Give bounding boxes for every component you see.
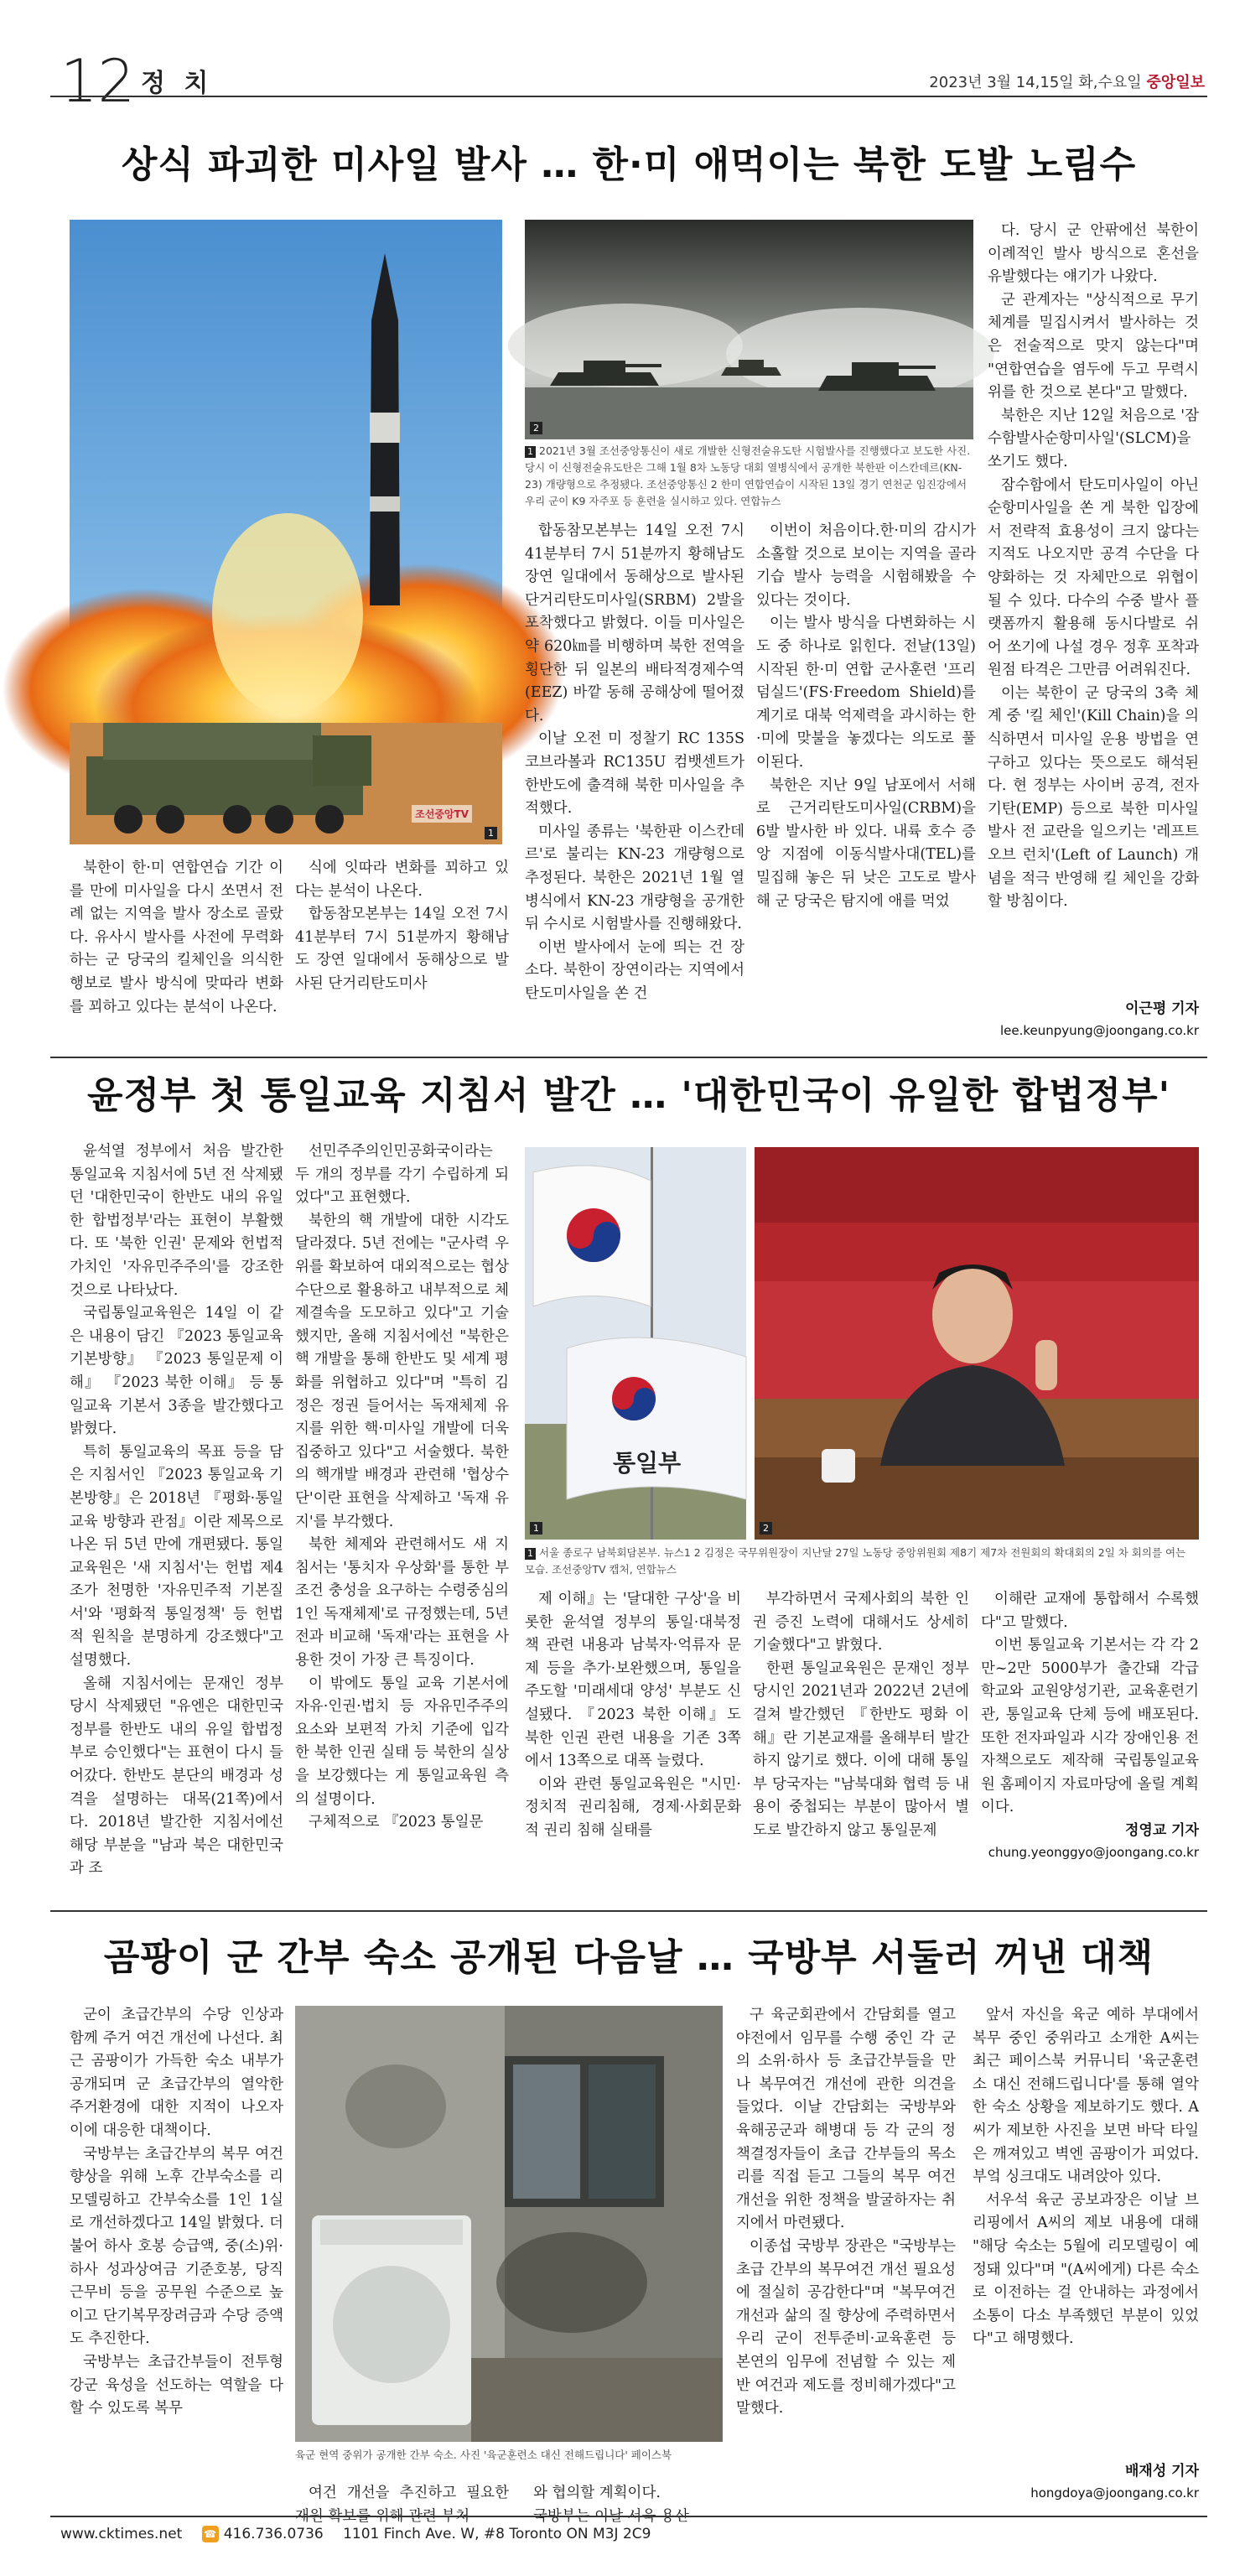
unif-col-5: 이해란 교재에 통합해서 수록했다"고 말했다. 이번 통일교육 기본서는 각 각 2만~2만 5000부가 출간돼 각급 학교와 교원양성기관, 교육훈련기관, 통일교육 단체 등에 배포된다. 또한 전자파일과 시각 장애인용 전자책으로도 제작해 국립통일교육원 홈페이지 자료마당에 올릴 계획이다. [981,1591,1199,1816]
missile-launch-photo [70,220,502,844]
tank-drill-photo [525,220,973,439]
kim-meeting-photo [755,1147,1199,1540]
missile-col-2-tail: 식에 잇따라 변화를 꾀하고 있다는 분석이 나온다. 합동참모본부는 14일 오전 7시 41분부터 7시 51분까지 황해남도 장연 일대에서 동해상으로 발사된 단거리탄도미사 [295,860,509,992]
email-unification: chung.yeonggyo@joongang.co.kr [988,1845,1199,1860]
photo-number-1: 1 [485,827,497,839]
photo-number-2: 2 [530,422,542,434]
unif-col-4: 부각하면서 국제사회의 북한 인권 증진 노력에 대해서도 상세히 기술했다"고 밝혔다. 한편 통일교육원은 문재인 정부 당시인 2021년과 2022년 2년에 걸쳐 발간했던 『한반도 평화 이해』란 기본교재를 올해부터 발간하지 않기로 했다. 이에 대해 통일부 당국자는 "남북대화 협력 등 내용이 중첩되는 부분이 많아서 별도로 발간하지 않고 통일문제 [753,1591,969,1839]
headline-unification: 윤정부 첫 통일교육 지침서 발간 … '대한민국이 유일한 합법정부' [86,1074,1171,1117]
mold-room-image [295,2006,723,2442]
missile-col-3: 이번이 처음이다.한·미의 감시가 소홀할 것으로 보이는 지역을 골라 기습 발사 능력을 시험해봤을 수 있다는 것이다. 이는 발사 방식을 다변화하는 시도 중 하나로 읽힌다. 전날(13일) 시작된 한·미 연합 군사훈련 '프리덤실드'(FS·Freedom Shield)를 계기로 대북 억제력을 과시하는 한·미에 맞불을 놓겠다는 의도로 풀이된다. 북한은 지난 9일 남포에서 서해로 근거리탄도미사일(CRBM)을 6발 발사한 바 있다. 내륙 호수 증앙 지점에 이동식발사대(TEL)를 밀집해 놓은 뒤 낮은 고도로 발사해 군 당국은 탐지에 애를 먹었 [756,522,976,910]
issue-date: 2023년 3월 14,15일 화,수요일 [929,74,1142,91]
caption-number-1: 1 [525,446,536,458]
unif-col-3: 제 이해』는 '달대한 구상'을 비롯한 윤석열 정부의 통일·대북정책 관련 내용과 남북자·억류자 문제 등을 추가·보완했으며, 통일을 주도할 '미래세대 양성' 부분도 신설됐다. 『2023 북한 이해』도 북한 인권 관련 내용을 기존 3쪽에서 13쪽으로 대폭 늘렸다. 이와 관련 통일교육원은 "시민·정치적 권리침해, 경제·사회문화적 권리 침해 실태를 [525,1591,741,1839]
missile-col-4: 다. 당시 군 안팎에선 북한이 이례적인 발사 방식으로 혼선을 유발했다는 얘기가 나왔다. 군 관계자는 "상식적으로 무기체계를 밀집시켜서 발사하는 것은 전술적으로 맞지 않는다"며 "연합연습을 염두에 두고 무력시위를 한 것으로 본다"고 말했다. 북한은 지난 12일 처음으로 '잠수함발사순항미사일'(SLCM)을 쏘기도 했다. 잠수함에서 탄도미사일이 아닌 순항미사일을 쏜 게 북한 입장에서 전략적 효용성이 크지 않다는 지적도 나오지만 공격 수단을 다양화하는 것 자체만으로 위협이 될 수 있다. 다수의 수중 발사 플랫폼까지 활용해 동시다발로 쉬어 쏘기에 나설 경우 정후 포착과 원점 타격은 그만큼 어려워진다. 이는 북한이 군 당국의 3축 체계 중 '킬 체인'(Kill Chain)을 의식하면서 미사일 운용 방법을 연구하고 있다는 뜻으로도 해석된다. 현 정부는 사이버 공격, 전자기탄(EMP) 등으로 북한 미사일 발사 전 교란을 일으키는 '레프트 오브 런치'(Left of Launch) 개념을 적극 반영해 킬 체인을 강화할 방침이다. [988,222,1199,911]
tank-drill-image [525,220,973,439]
missile-col-2: 합동참모본부는 14일 오전 7시 41분부터 7시 51분까지 황해남도 장연 일대에서 동해상으로 발사된 단거리탄도미사일(SRBM) 2발을 포착했다고 밝혔다. 이들 미사일은 약 620㎞를 비행하며 북한 전역을 횡단한 뒤 일본의 배타적경제수역(EEZ) 바깥 동해 공해상에 떨어졌다. 이날 오전 미 정찰기 RC 135S 코브라볼과 RC135U 컴뱃센트가 한반도에 출격해 북한 미사일을 추적했다. 미사일 종류는 '북한판 이스칸데르'로 불리는 KN-23 개량형으로 추정된다. 북한은 2021년 1월 열병식에서 KN-23 개량형을 공개한 뒤 수시로 시험발사를 진행해왔다. 이번 발사에서 눈에 띄는 건 장소다. 북한이 장연이라는 지역에서 탄도미사일을 쏜 건 [525,522,744,1002]
footer-rule [50,2516,1207,2517]
page-number: 12 [60,47,136,116]
byline-missile: 이근평 기자 [1124,1000,1199,1017]
mold-room-photo [295,2006,723,2442]
section-label: 정 치 [141,69,214,98]
email-barracks: hongdoya@joongang.co.kr [1030,2485,1199,2501]
unif-caption-text: 서울 종로구 남북회담본부. 뉴스1 2 김정은 국무위원장이 지난달 27일 노동당 중앙위원회 제8기 제7차 전원회의 확대회의 2일 차 회의를 여는 모습. 조선중앙TV 캡처, 연합뉴스 [525,1546,1186,1576]
missile-caption-text: 2021년 3월 조선중앙통신이 새로 개발한 신형전술유도탄 시험발사를 진행했다고 보도한 사진. 당시 이 신형전술유도탄은 그해 1월 8차 노동당 대회 열병식에서 공개한 북한판 이스칸데르(KN-23) 개량형으로 추정됐다. 조선중앙통신 2 한미 연합연습이 시작된 13일 경기 연천군 임진강에서 우리 군이 K9 자주포 등 훈련을 실시하고 있다. 연합뉴스 [525,444,971,507]
article-divider-1 [50,1057,1207,1058]
flag-photo [525,1147,746,1540]
barracks-col-2b: 와 협의할 계획이다. 국방부는 이날 서욱 용산 [533,2485,689,2525]
paper-logo: 중앙일보 [1146,74,1205,91]
footer-address: 1101 Finch Ave. W, #8 Toronto ON M3J 2C9 [343,2526,651,2542]
missile-caption [525,443,973,510]
footer [60,2526,651,2542]
missile-launch-image [70,220,502,844]
unif-col-2: 선민주주의인민공화국이라는 두 개의 정부를 각기 수립하게 되었다"고 표현했다. 북한의 핵 개발에 대한 시각도 달라졌다. 5년 전에는 "군사력 우위를 확보하여 대외적으로는 협상수단으로 활용하고 내부적으로 체제결속을 도모하고 있다"고 기술했지만, 올해 지침서에선 "북한은 핵 개발을 통해 한반도 및 세계 평화를 위협하고 있다"며 "특히 김정은 정권 들어서는 독재체제 유지를 위한 핵·미사일 개발에 더욱 집중하고 있다"고 서술했다. 북한의 핵개발 배경과 관련해 '협상수단'이란 표현을 삭제하고 '독재 유지'를 부각했다. 북한 체제와 관련해서도 새 지침서는 '통치자 우상화'를 통한 부조건 충성을 요구하는 수령중심의 1인 독재체제'로 규정했는데, 5년 전과 비교해 '독재'라는 표현을 사용한 것이 가장 큰 특징이다. 이 밖에도 통일 교육 기본서에 자유·인권·법치 등 자유민주주의 요소와 보편적 가치 기준에 입각한 북한 인권 실태 등 북한의 실상을 보강했다는 게 통일교육원 측의 설명이다. 구체적으로 『2023 통일문 [295,1143,509,1831]
barracks-col-3: 구 육군회관에서 간담회를 열고 야전에서 임무를 수행 중인 각 군의 소위·하사 등 초급간부들을 만나 복무여건 개선에 관한 의견을 들었다. 이날 간담회는 국방부와 육해공군과 해병대 등 각 군의 정책결정자들이 초급 간부들의 목소리를 직접 듣고 그들의 복무 여건 개선을 위한 정책을 발굴하자는 취지에서 마련됐다. 이종섭 국방부 장관은 "국방부는 초급 간부의 복무여건 개선 필요성에 절실히 공감한다"며 "복무여건 개선과 삶의 질 향상에 주력하면서 우리 군이 전투준비·교육훈련 등 본연의 임무에 전념할 수 있는 제반 여건과 제도를 정비해가겠다"고 말했다. [736,2007,956,2418]
unif-col-1: 윤석열 정부에서 처음 발간한 통일교육 지침서에 5년 전 삭제됐던 '대한민국이 한반도 내의 유일한 합법정부'라는 표현이 부활했다. 또 '북한 인권' 문제와 헌법적 가치인 '자유민주주의'를 강조한 것으로 나타났다. 국립통일교육원은 14일 이 같은 내용이 담긴 『2023 통일교육 기본방향』 『2023 통일문제 이해』 『2023 북한 이해』 등 통일교육 기본서 3종을 발간했다고 밝혔다. 특히 통일교육의 목표 등을 담은 지침서인 『2023 통일교육 기본방향』은 2018년 『평화·통일교육 방향과 관점』이란 제목으로 나온 뒤 5년 만에 개편됐다. 통일교육원은 '새 지침서'는 헌법 제4조가 천명한 '자유민주적 기본질서'와 '평화적 통일정책' 등 헌법적 원칙을 분명하게 강조했다"고 설명했다. 올해 지침서에는 문재인 정부 당시 삭제됐던 "유엔은 대한민국 정부를 한반도 내의 유일 합법정부로 승인했다"는 표현이 다시 들어갔다. 한반도 분단의 배경과 성격을 설명하는 대목(21쪽)에서다. 2018년 발간한 지침서에선 해당 부분을 "남과 북은 대한민국과 조 [70,1143,283,1877]
missile-col-1: 북한이 한·미 연합연습 기간 이를 만에 미사일을 다시 쏘면서 전례 없는 지역을 발사 장소로 골랐다. 유사시 발사를 사전에 무력화하는 군 당국의 킬체인을 의식한 행보로 발사 방식에 맞따라 변화를 꾀하고 있다는 분석이 나온다. [70,860,283,1015]
barracks-caption: 육군 현역 중위가 공개한 간부 숙소. 사진 '육군훈련소 대신 전해드립니다' 페이스북 [295,2449,672,2461]
byline-barracks: 배재성 기자 [1124,2463,1199,2480]
photo-number-2b: 2 [760,1522,772,1535]
article-divider-2 [50,1910,1207,1912]
kim-meeting-image [755,1147,1199,1540]
flag-image [525,1147,746,1540]
barracks-col-2a: 여건 개선을 추진하고 필요한 재원 확보를 위해 관련 부처 [295,2485,509,2525]
barracks-col-1: 군이 초급간부의 수당 인상과 함께 주거 여건 개선에 나선다. 최근 곰팡이가 가득한 숙소 내부가 공개되며 군 초급간부의 열악한 주거환경에 대한 지적이 나오자 이에 대응한 대책이다. 국방부는 초급간부의 복무 여건 향상을 위해 노후 간부숙소를 리모델링하고 간부숙소를 1인 1실로 개선하겠다고 14일 밝혔다. 더불어 하사 호봉 승급액, 중(소)위·하사 성과상여금 기준호봉, 당직근무비 등을 공무원 수준으로 높이고 단기복무장려금과 수당 증액도 추진한다. 국방부는 초급간부들이 전투형 강군 육성을 선도하는 역할을 다할 수 있도록 복무 [70,2007,283,2418]
headline-barracks: 곰팡이 군 간부 숙소 공개된 다음날 … 국방부 서둘러 꺼낸 대책 [103,1936,1154,1979]
flag-text: 통일부 [613,1449,682,1477]
footer-website: www.cktimes.net [60,2526,183,2542]
tv-watermark: 조선중앙TV [412,805,472,823]
photo-number-1b: 1 [530,1522,542,1535]
caption-number-1b: 1 [525,1548,536,1560]
dateline [929,70,1205,92]
footer-phone: 416.736.0736 [223,2526,324,2542]
header-rule [50,96,1207,97]
byline-unification: 정영교 기자 [1124,1822,1199,1839]
barracks-col-4: 앞서 자신을 육군 예하 부대에서 복무 중인 중위라고 소개한 A씨는 최근 페이스북 커뮤니티 '육군훈련소 대신 전해드립니다'를 통해 열악한 숙소 상황을 제보하기도 했다. A씨가 제보한 사진을 보면 바닥 타일은 깨져있고 벽엔 곰팡이가 피었다. 부엌 싱크대도 내려앉아 있다. 서우석 육군 공보과장은 이날 브리핑에서 A씨의 제보 내용에 대해 "해당 숙소는 5월에 리모델링이 예정돼 있다"며 "(A씨에게) 다른 숙소로 이전하는 걸 안내하는 과정에서 소통이 다소 부족했던 부분이 있었다"고 해명했다. [973,2007,1199,2348]
headline-missile: 상식 파괴한 미사일 발사 … 한·미 애먹이는 북한 도발 노림수 [121,143,1137,186]
unif-caption [525,1545,1199,1578]
phone-icon: ☎ [202,2526,219,2542]
email-missile: lee.keunpyung@joongang.co.kr [999,1023,1199,1038]
